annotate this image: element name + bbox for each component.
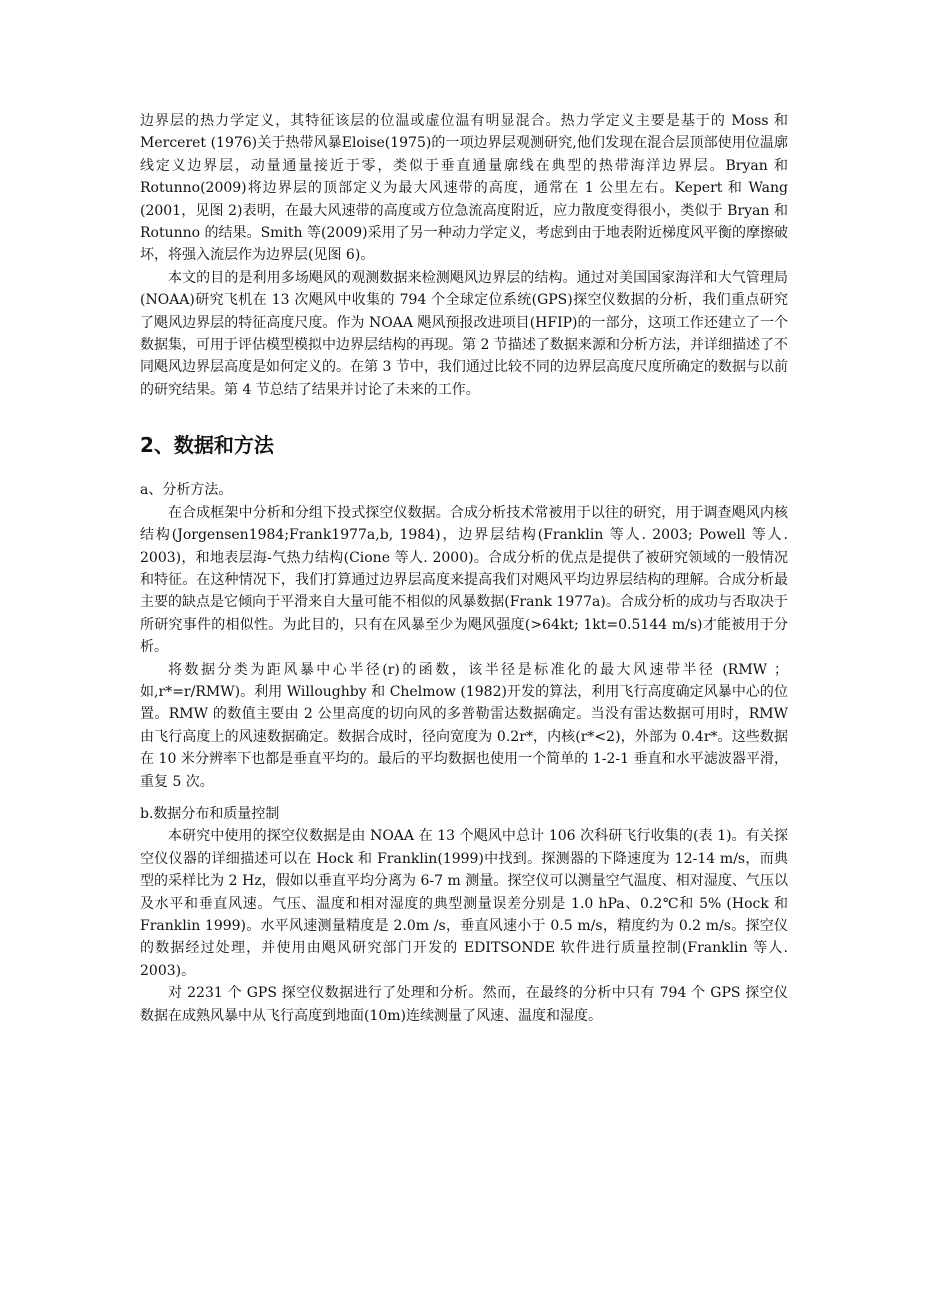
- subsection-b-heading: b.数据分布和质量控制: [140, 805, 280, 822]
- subsection-a-paragraph-1: 在合成框架中分析和分组下投式探空仪数据。合成分析技术常被用于以往的研究，用于调查飓风内核结构(Jorgensen1984;Frank1977a,b, 1984)，边界层结构(Franklin 等人. 2003; Powell 等人. 2003)，和地表层海-气热力结构(Cione 等人. 2000)。合成分析的优点是提供了被研究领域的一般情况和特征。在这种情况下，我们打算通过边界层高度来提高我们对飓风平均边界层结构的理解。合成分析最主要的缺点是它倾向于平滑来自大量可能不相似的风暴数据(Frank 1977a)。合成分析的成功与否取决于所研究事件的相似性。为此目的，只有在风暴至少为飓风强度(>64kt; 1kt=0.5144 m/s)才能被用于分析。: [140, 504, 788, 656]
- subsection-a-heading: a、分析方法。: [140, 482, 233, 499]
- section-title: 2、数据和方法: [140, 433, 274, 458]
- subsection-b-paragraph-2: 对 2231 个 GPS 探空仪数据进行了处理和分析。然而，在最终的分析中只有 794 个 GPS 探空仪数据在成熟风暴中从飞行高度到地面(10m)连续测量了风速、温度和湿度。: [140, 985, 788, 1024]
- intro-paragraph-1: 边界层的热力学定义，其特征该层的位温或虚位温有明显混合。热力学定义主要是基于的 Moss 和 Merceret (1976)关于热带风暴Eloise(1975)的一项边界层观测研究,他们发现在混合层顶部使用位温廓线定义边界层，动量通量接近于零，类似于垂直通量廓线在典型的热带海洋边界层。Bryan 和 Rotunno(2009)将边界层的顶部定义为最大风速带的高度，通常在 1 公里左右。Kepert 和 Wang (2001，见图 2)表明，在最大风速带的高度或方位急流高度附近，应力散度变得很小，类似于 Bryan 和 Rotunno 的结果。Smith 等(2009)采用了另一种动力学定义，考虑到由于地表附近梯度风平衡的摩擦破坏，将强入流层作为边界层(见图 6)。: [140, 113, 788, 264]
- intro-paragraph-2: 本文的目的是利用多场飓风的观测数据来检测飓风边界层的结构。通过对美国国家海洋和大气管理局(NOAA)研究飞机在 13 次飓风中收集的 794 个全球定位系统(GPS)探空仪数据的分析，我们重点研究了飓风边界层的特征高度尺度。作为 NOAA 飓风预报改进项目(HFIP)的一部分，这项工作还建立了一个数据集，可用于评估模型模拟中边界层结构的再现。第 2 节描述了数据来源和分析方法，并详细描述了不同飓风边界层高度是如何定义的。在第 3 节中，我们通过比较不同的边界层高度尺度所确定的数据与以前的研究结果。第 4 节总结了结果并讨论了未来的工作。: [140, 269, 788, 398]
- subsection-a-paragraph-2: 将数据分类为距风暴中心半径(r)的函数，该半径是标准化的最大风速带半径 (RMW ；如,r*=r/RMW)。利用 Willoughby 和 Chelmow (1982)开发的算法，利用飞行高度确定风暴中心的位置。RMW 的数值主要由 2 公里高度的切向风的多普勒雷达数据确定。当没有雷达数据可用时，RMW 由飞行高度上的风速数据确定。数据合成时，径向宽度为 0.2r*，内核(r*<2)，外部为 0.4r*。这些数据在 10 米分辨率下也都是垂直平均的。最后的平均数据也使用一个简单的 1-2-1 垂直和水平滤波器平滑，重复 5 次。: [140, 661, 788, 790]
- subsection-b-paragraph-1: 本研究中使用的探空仪数据是由 NOAA 在 13 个飓风中总计 106 次科研飞行收集的(表 1)。有关探空仪仪器的详细描述可以在 Hock 和 Franklin(1999)中找到。探测器的下降速度为 12-14 m/s，而典型的采样比为 2 Hz，假如以垂直平均分离为 6-7 m 测量。探空仪可以测量空气温度、相对湿度、气压以及水平和垂直风速。气压、温度和相对湿度的典型测量误差分别是 1.0 hPa、0.2℃和 5% (Hock 和 Franklin 1999)。水平风速测量精度是 2.0m /s，垂直风速小于 0.5 m/s，精度约为 0.2 m/s。探空仪的数据经过处理，并使用由飓风研究部门开发的 EDITSONDE 软件进行质量控制(Franklin 等人. 2003)。: [140, 828, 788, 979]
- document-page: [140, 110, 788, 1027]
